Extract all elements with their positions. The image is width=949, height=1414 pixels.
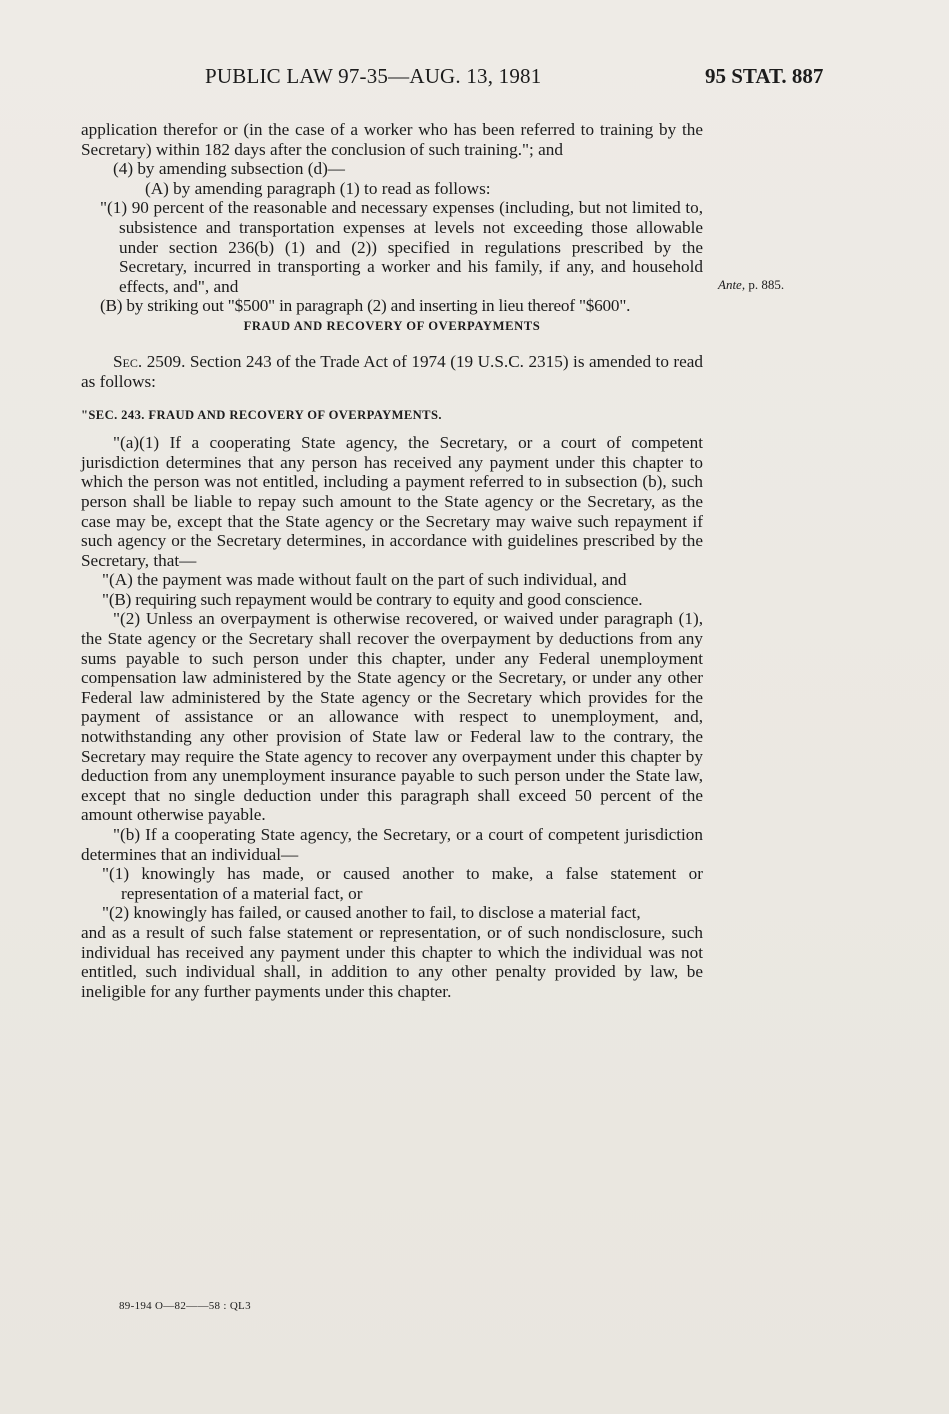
document-body (81, 120, 703, 1001)
margin-note-ante: Ante, (718, 277, 746, 292)
paragraph: "(a)(1) If a cooperating State agency, the Secretary, or a court of competent jurisdiction determines that any person has received any payment under this chapter to which the person was not entitled, including a payment referred to in subsection (b), such person shall be liable to repay such amount to the State agency or the Secretary, as the case may be, except that the State agency or the Secretary may waive such repayment if such agency or the Secretary determines, in accordance with guidelines prescribed by the Secretary, that— (81, 433, 703, 570)
paragraph: "(1) knowingly has made, or caused another to make, a false statement or representation of a material fact, or (102, 864, 703, 903)
paragraph: application therefor or (in the case of a worker who has been referred to training by the Secretary) within 182 days after the conclusion of such training."; and (81, 120, 703, 159)
paragraph: and as a result of such false statement or representation, or of such nondisclosure, such individual has received any payment under this chapter to which the individual was not entitled, such individual shall, in addition to any other penalty provided by law, be ineligible for any further payments under this chapter. (81, 922, 703, 1001)
section-label: Sec. (113, 351, 143, 371)
section-heading: FRAUD AND RECOVERY OF OVERPAYMENTS (243, 318, 541, 333)
margin-note (718, 277, 784, 293)
paragraph: "(1) 90 percent of the reasonable and necessary expenses (including, but not limited to, subsistence and transportation expenses at levels not exceeding those allowable under section 236(b) (1) and (2)) specified in regulations prescribed by the Secretary, incurred in transporting a worker and his family, if any, and household effects, and", and (100, 198, 703, 296)
subsection-heading: "SEC. 243. FRAUD AND RECOVERY OF OVERPAYMENTS. (81, 408, 442, 423)
paragraph: (B) by striking out "$500" in paragraph (2) and inserting in lieu thereof "$600". (100, 296, 631, 316)
section-text: 2509. Section 243 of the Trade Act of 1974 (19 U.S.C. 2315) is amended to read as follows: (81, 351, 703, 391)
paragraph: "(b) If a cooperating State agency, the Secretary, or a court of competent jurisdiction determines that an individual— (81, 825, 703, 864)
margin-note-page: p. 885. (745, 277, 785, 292)
paragraph: "(2) knowingly has failed, or caused another to fail, to disclose a material fact, (102, 903, 641, 923)
paragraph: (A) by amending paragraph (1) to read as follows: (145, 178, 491, 198)
paragraph: "(A) the payment was made without fault on the part of such individual, and (102, 570, 627, 590)
paragraph (81, 352, 703, 391)
paragraph: "(2) Unless an overpayment is otherwise recovered, or waived under paragraph (1), the State agency or the Secretary shall recover the overpayment by deductions from any sums payable to such person under this chapter, under any Federal unemployment compensation law administered by the State agency or the Secretary, or under any other Federal law administered by the State agency or the Secretary which provides for the payment of assistance or an allowance with respect to unemployment, and, notwithstanding any other provision of State law or Federal law to the contrary, the Secretary may require the State agency to recover any overpayment under this chapter by deduction from any unemployment insurance payable to such person under the State law, except that no single deduction under this paragraph shall exceed 50 percent of the amount otherwise payable. (81, 609, 703, 825)
paragraph: (4) by amending subsection (d)— (113, 159, 345, 179)
print-code-footer: 89-194 O—82——58 : QL3 (119, 1300, 251, 1312)
paragraph: "(B) requiring such repayment would be contrary to equity and good conscience. (102, 589, 643, 609)
statute-page-number: 95 STAT. 887 (705, 64, 824, 88)
page-header-title: PUBLIC LAW 97-35—AUG. 13, 1981 (205, 64, 542, 88)
